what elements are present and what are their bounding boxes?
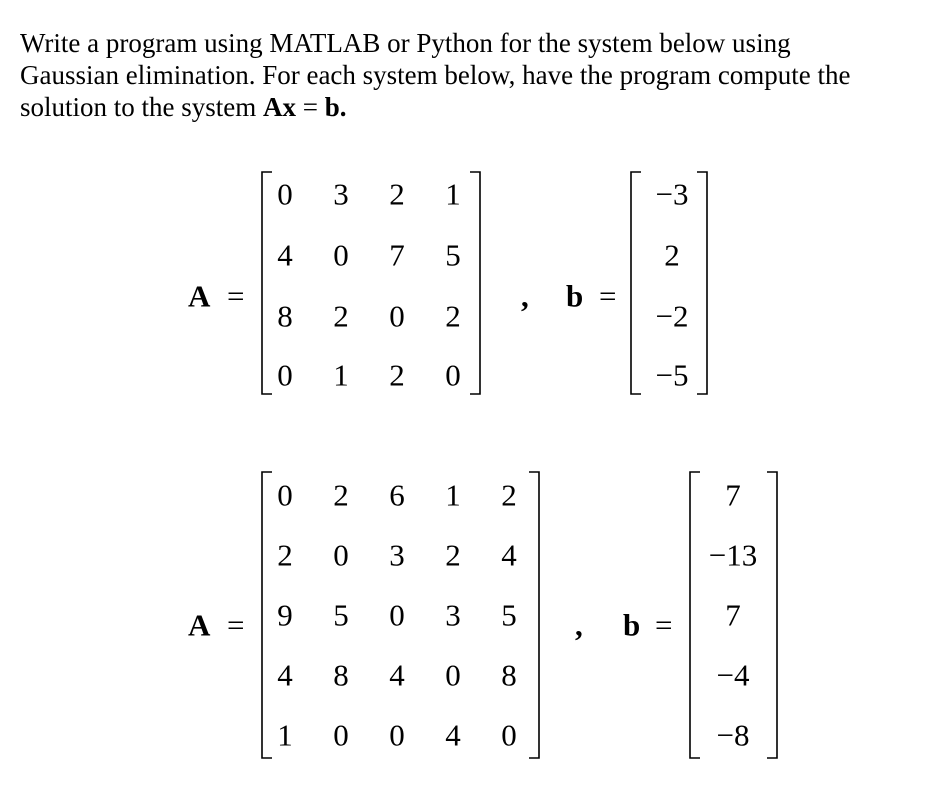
s1-a-cell-r4c1: 0 [277,357,293,393]
s2-a-cell-r4c3: 4 [389,657,405,693]
s2-a-cell-r2c4: 2 [445,537,461,573]
s1-a-cell-r3c1: 8 [277,298,293,334]
s2-a-cell-r5c1: 1 [277,717,293,753]
s1-b-cell-4: −5 [655,357,689,393]
s2-a-cell-r5c5: 0 [501,717,517,753]
problem-line-3-eq: = [296,92,325,122]
problem-line-3-prefix: solution to the system [20,92,263,122]
s2-a-cell-r1c5: 2 [501,477,517,513]
problem-line-3-lhs: Ax [263,92,296,122]
s1-a-cell-r1c2: 3 [333,176,349,212]
s2-a-cell-r4c1: 4 [277,657,293,693]
s2-a-cell-r5c4: 4 [445,717,461,753]
s2-a-cell-r2c3: 3 [389,537,405,573]
s1-a-cell-r1c4: 1 [445,176,461,212]
s1-a-cell-r4c4: 0 [445,357,461,393]
s1-a-cell-r2c2: 0 [333,237,349,273]
s1-a-cell-r1c3: 2 [389,176,405,212]
s2-separator-comma: , [575,607,583,643]
s1-b-equals: = [599,278,617,314]
s2-b-cell-1: 7 [725,477,741,513]
problem-line-3-end: . [339,92,347,122]
problem-line-1: Write a program using MATLAB or Python for the system below using [20,28,791,58]
s1-a-label: A [188,278,211,314]
s2-a-right-bracket [529,472,539,758]
problem-line-2: Gaussian elimination. For each system below, have the program compute the [20,60,851,90]
s1-a-cell-r3c2: 2 [333,298,349,334]
s1-b-cell-3: −2 [655,298,689,334]
s2-b-cell-2: −13 [708,537,758,573]
s2-b-cell-3: 7 [725,597,741,633]
s1-a-cell-r1c1: 0 [277,176,293,212]
s2-a-cell-r4c5: 8 [501,657,517,693]
s2-a-label: A [188,607,211,643]
s1-a-right-bracket [470,172,480,394]
s1-a-cell-r2c3: 7 [389,237,405,273]
s2-a-cell-r2c5: 4 [501,537,517,573]
s2-a-cell-r1c4: 1 [445,477,461,513]
s1-b-left-bracket [631,172,641,394]
s1-a-cell-r3c3: 0 [389,298,405,334]
s2-b-equals: = [655,607,673,643]
s1-b-cell-2: 2 [664,237,680,273]
s2-a-cell-r1c1: 0 [277,477,293,513]
s2-a-cell-r5c2: 0 [333,717,349,753]
s1-b-label: b [566,278,584,314]
s2-a-cell-r1c2: 2 [333,477,349,513]
s1-a-cell-r4c3: 2 [389,357,405,393]
s1-a-left-bracket [262,172,272,394]
s2-b-label: b [623,607,641,643]
s2-a-left-bracket [262,472,272,758]
s2-b-cell-4: −4 [716,657,750,693]
s2-a-cell-r3c5: 5 [501,597,517,633]
s1-a-cell-r3c4: 2 [445,298,461,334]
s1-b-cell-1: −3 [655,176,689,212]
s2-b-cell-5: −8 [716,717,750,753]
s1-a-cell-r4c2: 1 [333,357,349,393]
s2-a-cell-r2c1: 2 [277,537,293,573]
s2-a-cell-r2c2: 0 [333,537,349,573]
s2-a-cell-r3c3: 0 [389,597,405,633]
s2-a-cell-r4c2: 8 [333,657,349,693]
s2-a-cell-r5c3: 0 [389,717,405,753]
s1-separator-comma: , [521,278,529,314]
s2-a-cell-r3c4: 3 [445,597,461,633]
s2-b-right-bracket [767,472,777,758]
s2-a-cell-r3c2: 5 [333,597,349,633]
s1-b-right-bracket [697,172,707,394]
s1-a-equals: = [227,278,245,314]
s2-a-cell-r1c3: 6 [389,477,405,513]
problem-line-3-rhs: b [324,92,340,122]
s2-a-cell-r4c4: 0 [445,657,461,693]
s1-a-cell-r2c1: 4 [277,237,293,273]
s1-a-cell-r2c4: 5 [445,237,461,273]
s2-a-equals: = [227,607,245,643]
s2-a-cell-r3c1: 9 [277,597,293,633]
s2-b-left-bracket [690,472,700,758]
